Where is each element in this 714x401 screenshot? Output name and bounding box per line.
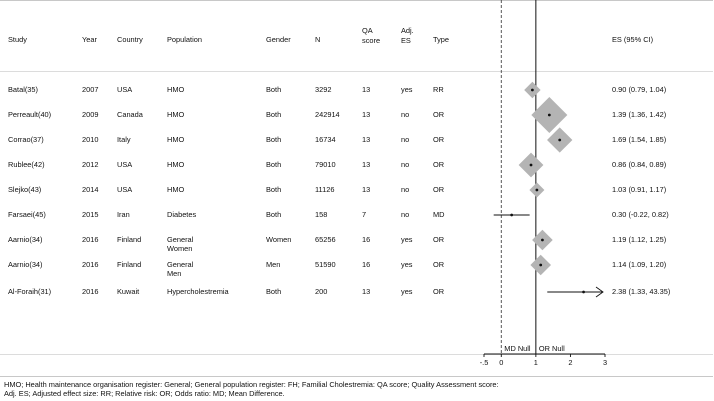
point-estimate	[548, 114, 551, 117]
cell-n: 158	[315, 210, 328, 219]
cell-population: Hypercholestremia	[167, 287, 229, 296]
cell-gender: Both	[266, 287, 282, 296]
cell-population: General	[167, 235, 194, 244]
cell-n: 51590	[315, 260, 336, 269]
header-es-ci: ES (95% CI)	[612, 35, 654, 44]
cell-es-ci: 0.30 (-0.22, 0.82)	[612, 210, 669, 219]
cell-n: 65256	[315, 235, 336, 244]
cell-qa-score: 13	[362, 135, 371, 144]
cell-country: Kuwait	[117, 287, 140, 296]
cell-gender: Both	[266, 210, 282, 219]
cell-es-ci: 1.69 (1.54, 1.85)	[612, 135, 667, 144]
cell-n: 16734	[315, 135, 336, 144]
cell-study: Batal(35)	[8, 85, 38, 94]
cell-type: OR	[433, 160, 445, 169]
cell-adj-es: no	[401, 135, 410, 144]
cell-population: HMO	[167, 135, 185, 144]
cell-adj-es: yes	[401, 85, 413, 94]
cell-year: 2016	[82, 260, 99, 269]
point-estimate	[535, 189, 538, 192]
x-tick-label: -.5	[479, 358, 489, 367]
cell-gender: Both	[266, 110, 282, 119]
point-estimate	[558, 139, 561, 142]
cell-adj-es: yes	[401, 287, 413, 296]
cell-population: HMO	[167, 185, 185, 194]
md-null-label: MD Null	[504, 344, 531, 353]
cell-population-line2: Men	[167, 269, 182, 278]
footnote: HMO; Health maintenance organisation register: General; General population register: FH; Familial Cholestremia: QA score; Quality Assessment score: Adj. ES; Adjusted effect size: RR; Relative risk: OR; Odds ratio: MD; Mean Difference.	[4, 380, 499, 399]
cell-type: RR	[433, 85, 444, 94]
cell-adj-es: no	[401, 110, 410, 119]
cell-es-ci: 0.86 (0.84, 0.89)	[612, 160, 667, 169]
cell-year: 2012	[82, 160, 99, 169]
cell-type: OR	[433, 235, 445, 244]
x-tick-label: 2	[568, 358, 573, 367]
cell-type: OR	[433, 135, 445, 144]
cell-year: 2016	[82, 287, 99, 296]
cell-n: 3292	[315, 85, 332, 94]
cell-gender: Both	[266, 160, 282, 169]
cell-country: USA	[117, 185, 133, 194]
header-gender: Gender	[266, 35, 291, 44]
cell-country: Iran	[117, 210, 130, 219]
header-adj-line2: ES	[401, 35, 411, 45]
cell-gender: Both	[266, 85, 282, 94]
cell-population-line2: Women	[167, 244, 193, 253]
cell-study: Al-Foraih(31)	[8, 287, 52, 296]
header-adj-line1: Adj.	[401, 26, 414, 35]
cell-qa-score: 16	[362, 260, 371, 269]
cell-year: 2015	[82, 210, 99, 219]
point-estimate	[539, 264, 542, 267]
cell-study: Aarnio(34)	[8, 235, 43, 244]
cell-country: USA	[117, 85, 133, 94]
cell-population: HMO	[167, 160, 185, 169]
cell-adj-es: yes	[401, 260, 413, 269]
x-tick-label: 3	[602, 358, 608, 367]
header-type: Type	[433, 35, 450, 44]
cell-study: Farsaei(45)	[8, 210, 46, 219]
cell-country: Canada	[117, 110, 143, 119]
cell-gender: Both	[266, 135, 282, 144]
cell-study: Slejko(43)	[8, 185, 42, 194]
cell-adj-es: no	[401, 210, 410, 219]
cell-n: 200	[315, 287, 328, 296]
cell-type: MD	[433, 210, 445, 219]
cell-year: 2009	[82, 110, 99, 119]
cell-qa-score: 16	[362, 235, 371, 244]
header-qa-line2: score	[362, 35, 381, 45]
cell-country: Finland	[117, 260, 142, 269]
cell-population: Diabetes	[167, 210, 197, 219]
cell-es-ci: 1.39 (1.36, 1.42)	[612, 110, 667, 119]
cell-qa-score: 13	[362, 287, 371, 296]
cell-year: 2014	[82, 185, 99, 194]
x-tick-label: 1	[533, 358, 538, 367]
cell-year: 2010	[82, 135, 99, 144]
cell-study: Rublee(42)	[8, 160, 45, 169]
cell-adj-es: no	[401, 160, 410, 169]
cell-study: Aarnio(34)	[8, 260, 43, 269]
cell-es-ci: 1.03 (0.91, 1.17)	[612, 185, 667, 194]
cell-type: OR	[433, 287, 445, 296]
cell-country: Italy	[117, 135, 131, 144]
cell-adj-es: yes	[401, 235, 413, 244]
point-estimate	[531, 89, 534, 92]
header-population: Population	[167, 35, 202, 44]
cell-country: Finland	[117, 235, 142, 244]
cell-qa-score: 13	[362, 110, 371, 119]
cell-gender: Women	[266, 235, 292, 244]
header-qa-line1: QA	[362, 26, 373, 35]
cell-gender: Men	[266, 260, 281, 269]
cell-type: OR	[433, 185, 445, 194]
header-study: Study	[8, 35, 27, 44]
cell-year: 2007	[82, 85, 99, 94]
cell-population: HMO	[167, 85, 185, 94]
cell-type: OR	[433, 110, 445, 119]
cell-es-ci: 2.38 (1.33, 43.35)	[612, 287, 671, 296]
header-year: Year	[82, 35, 97, 44]
cell-n: 242914	[315, 110, 340, 119]
cell-study: Perreault(40)	[8, 110, 52, 119]
cell-population: HMO	[167, 110, 185, 119]
cell-type: OR	[433, 260, 445, 269]
cell-qa-score: 13	[362, 160, 371, 169]
cell-n: 79010	[315, 160, 336, 169]
cell-population: General	[167, 260, 194, 269]
header-country: Country	[117, 35, 143, 44]
cell-adj-es: no	[401, 185, 410, 194]
point-estimate	[582, 291, 585, 294]
x-tick-label: 0	[499, 358, 504, 367]
point-estimate	[541, 239, 544, 242]
cell-es-ci: 1.19 (1.12, 1.25)	[612, 235, 667, 244]
cell-qa-score: 7	[362, 210, 367, 219]
cell-es-ci: 1.14 (1.09, 1.20)	[612, 260, 667, 269]
cell-es-ci: 0.90 (0.79, 1.04)	[612, 85, 667, 94]
point-estimate	[530, 164, 533, 167]
cell-year: 2016	[82, 235, 99, 244]
point-estimate	[510, 214, 513, 217]
header-n: N	[315, 35, 321, 44]
or-null-label: OR Null	[538, 344, 565, 353]
cell-gender: Both	[266, 185, 282, 194]
cell-study: Corrao(37)	[8, 135, 44, 144]
cell-n: 11126	[315, 185, 335, 194]
cell-country: USA	[117, 160, 133, 169]
cell-qa-score: 13	[362, 85, 371, 94]
cell-qa-score: 13	[362, 185, 371, 194]
